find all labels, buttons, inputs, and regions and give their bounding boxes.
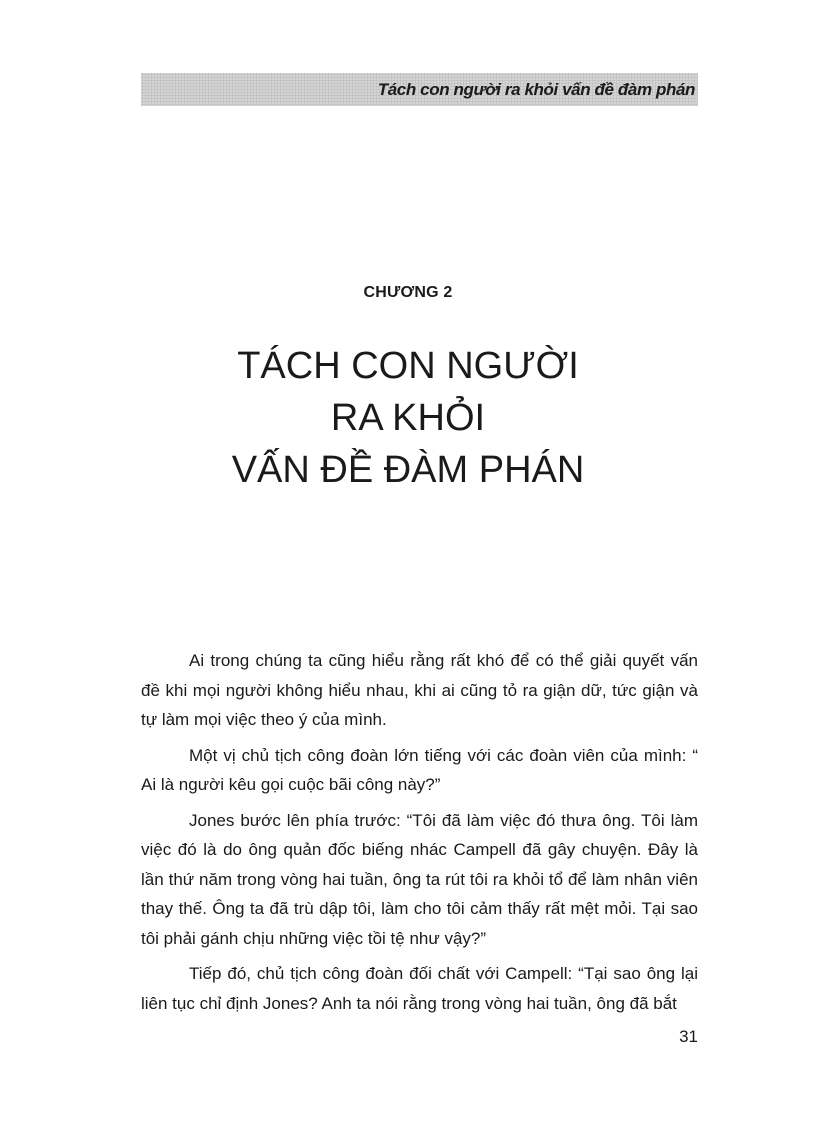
page-number: 31 (679, 1027, 698, 1046)
running-header-title: Tách con người ra khỏi vấn đề đàm phán (377, 79, 695, 99)
running-header (141, 73, 698, 106)
body-text (141, 646, 698, 1024)
chapter-title-line: TÁCH CON NGƯỜI (237, 345, 579, 387)
chapter-label: CHƯƠNG 2 (363, 284, 453, 301)
chapter-title-line: VẤN ĐỀ ĐÀM PHÁN (231, 449, 585, 491)
paragraph: Một vị chủ tịch công đoàn lớn tiếng với các đoàn viên của mình: “ Ai là người kêu gọi cuộc bãi công này?” (141, 745, 698, 794)
paragraph: Tiếp đó, chủ tịch công đoàn đối chất với Campell: “Tại sao ông lại liên tục chỉ định Jones? Anh ta nói rằng trong vòng hai tuần, ông đã bắt (141, 964, 698, 1013)
chapter-title-line: RA KHỎI (330, 397, 486, 439)
chapter-title (0, 340, 816, 496)
paragraph: Ai trong chúng ta cũng hiểu rằng rất khó để có thể giải quyết vấn đề khi mọi người không hiểu nhau, khi ai cũng tỏ ra giận dữ, tức giận và tự làm mọi việc theo ý của mình. (141, 651, 698, 729)
paragraph: Jones bước lên phía trước: “Tôi đã làm việc đó thưa ông. Tôi làm việc đó là do ông quản đốc biếng nhác Campell đã gây chuyện. Đây là lần thứ năm trong vòng hai tuần, ông ta rút tôi ra khỏi tổ để làm nhân viên thay thế. Ông ta đã trù dập tôi, làm cho tôi cảm thấy rất mệt mỏi. Tại sao tôi phải gánh chịu những việc tồi tệ như vậy?” (141, 810, 698, 948)
